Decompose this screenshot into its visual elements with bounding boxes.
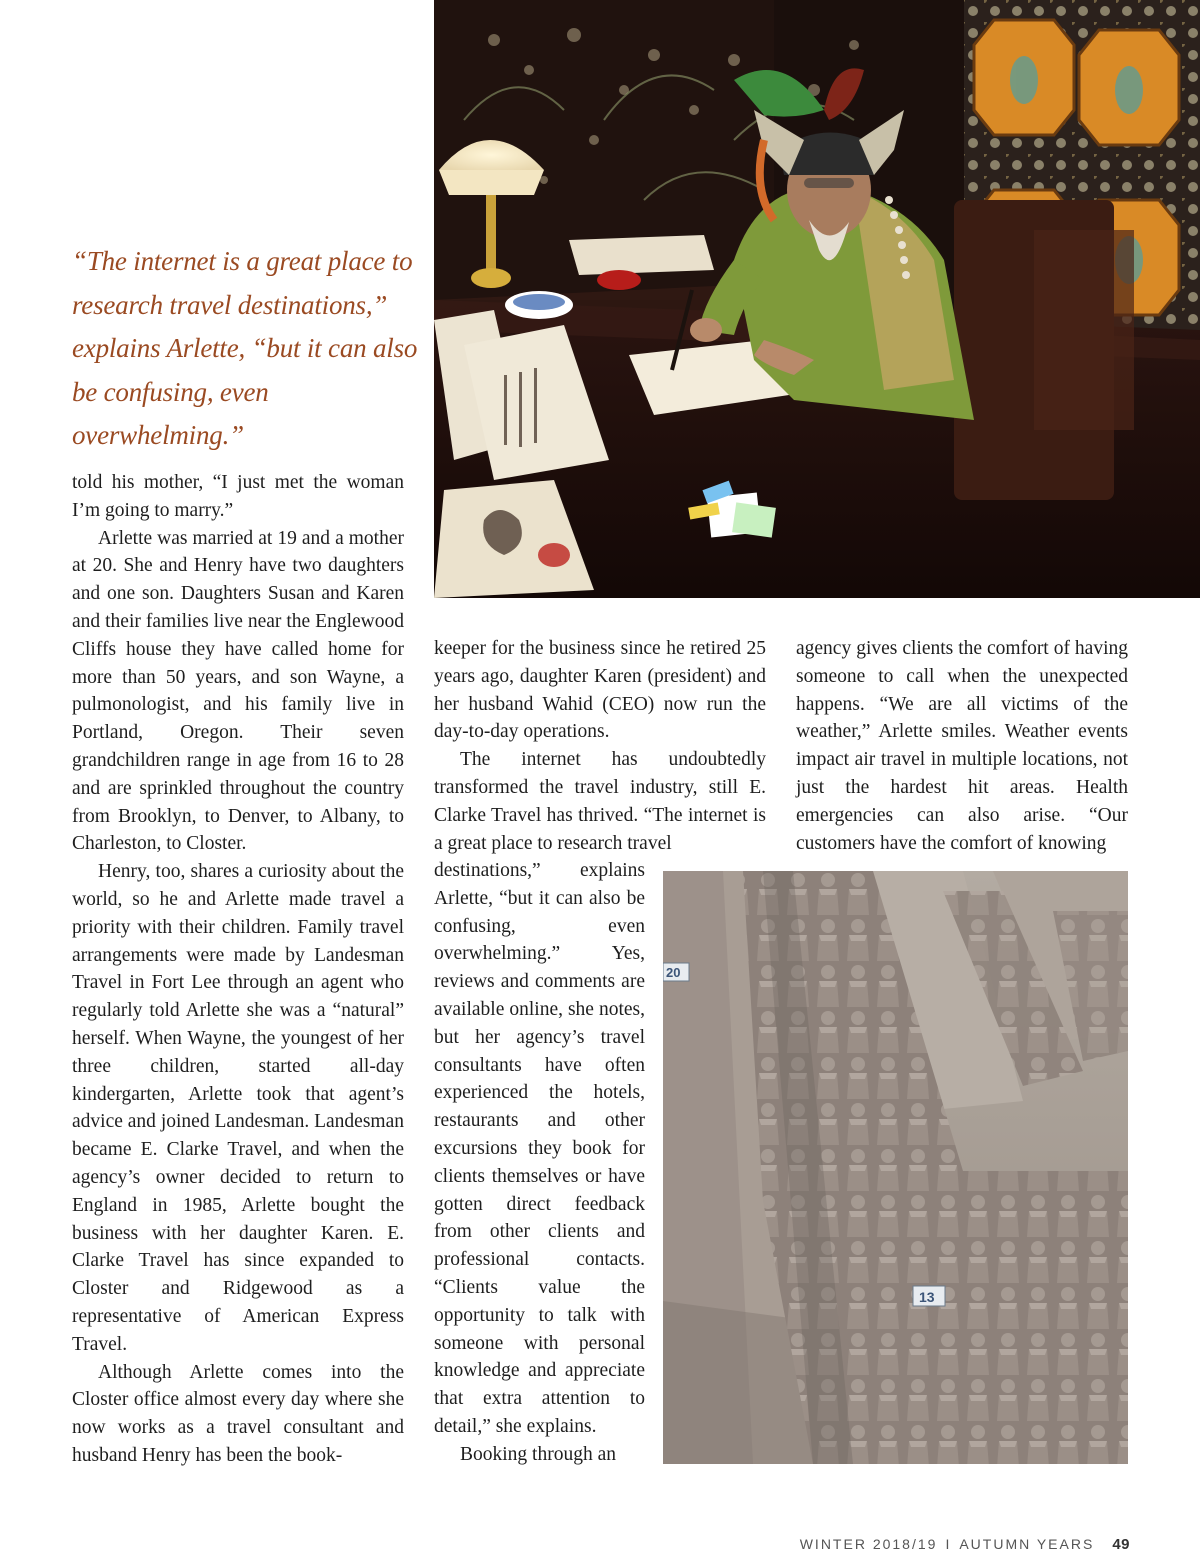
publication-name: AUTUMN YEARS <box>959 1536 1095 1552</box>
pull-quote-line: explains Arlette, “but it can also <box>72 333 418 363</box>
article-column-3 <box>796 635 1128 857</box>
paragraph: Henry, too, shares a curiosity about the world, so he and Arlette made travel a priority with their children. Family travel arrangements were made by Landesman Travel in Fort Lee through an agent who regularly told Arlette she was a “natural” herself. When Wayne, the youngest of her three children, started all-day kindergarten, Arlette took that agent’s advice and joined Landesman. Landesman became E. Clarke Travel, and when the agency’s owner decided to return to England in 1985, Arlette bought the business with her daughter Karen. E. Clarke Travel has since expanded to Closter and Ridgewood as a representative of American Express Travel. <box>72 861 404 1355</box>
issue-date: WINTER 2018/19 <box>799 1536 938 1552</box>
pit-label: 20 <box>666 965 681 980</box>
pit-label: 13 <box>919 1289 935 1305</box>
paragraph: Booking through an <box>460 1443 616 1465</box>
pull-quote-line: be confusing, even overwhelming.” <box>72 376 269 450</box>
calligraphy-photo <box>434 0 1200 598</box>
page-footer <box>800 1536 1130 1553</box>
terracotta-warriors-photo <box>663 871 1128 1464</box>
article-column-2-top <box>434 635 766 857</box>
paragraph: Although Arlette comes into the Closter office almost every day where she now works as a travel consultant and husband Henry has been the book- <box>72 1361 404 1466</box>
paragraph: told his mother, “I just met the woman I’m going to marry.” <box>72 472 404 521</box>
paragraph: The internet has undoubtedly transformed the travel industry, still E. Clarke Travel has thrived. “The internet is a great place to research travel <box>434 749 766 854</box>
paragraph: keeper for the business since he retired 25 years ago, daughter Karen (president) and her husband Wahid (CEO) now run the day-to-day operations. <box>434 638 766 743</box>
footer-separator: I <box>945 1536 952 1552</box>
paragraph: Arlette was married at 19 and a mother at 20. She and Henry have two daughters and one son. Daughters Susan and Karen and their families live near the Englewood Cliffs house they have called home for more than 50 years, and son Wayne, a pulmonologist, and his family live in Portland, Oregon. Their seven grandchildren range in age from 16 to 28 and are sprinkled throughout the country from Brooklyn, to Denver, to Albany, to Charleston, to Closter. <box>72 527 404 855</box>
paragraph: destinations,” explains Arlette, “but it can also be confusing, even overwhelming.” Yes, reviews and comments are available online, she notes, but her agency’s travel consultants have often experienced the hotels, restaurants and other excursions they book for clients themselves or have gotten direct feedback from other clients and professional contacts. “Clients value the opportunity to talk with someone with personal knowledge and appreciate that extra attention to detail,” she explains. <box>434 860 645 1437</box>
article-column-2-narrow <box>434 857 645 1469</box>
pull-quote-line: research travel destinations,” <box>72 289 388 320</box>
paragraph: agency gives clients the comfort of having someone to call when the unexpected happens. “We are all victims of the weather,” Arlette smiles. Weather events impact air travel in multiple locations, not just the hardest hit areas. Health emergencies can also arise. “Our customers have the comfort of knowing <box>796 638 1128 854</box>
article-column-1 <box>72 469 404 1470</box>
page-number: 49 <box>1112 1536 1130 1553</box>
pull-quote-line: “The internet is a great place to <box>72 246 413 276</box>
pull-quote <box>72 240 422 458</box>
